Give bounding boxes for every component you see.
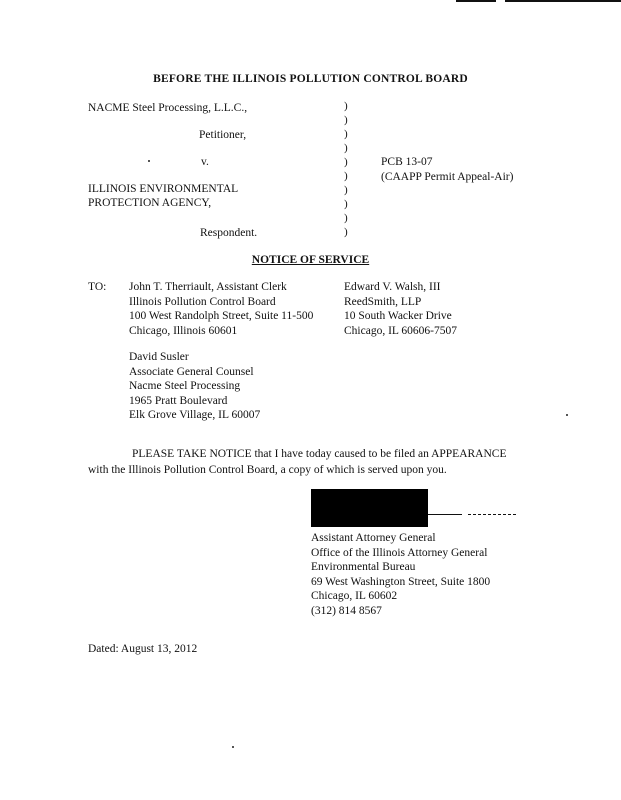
signature-line-text: (312) 814 8567 [311,604,382,617]
respondent-name-line1: ILLINOIS ENVIRONMENTAL [88,183,239,195]
caption-paren: ) [344,212,348,224]
caption-paren: ) [344,226,348,238]
caption-paren: ) [344,100,348,112]
petitioner-role: Petitioner, [199,129,247,141]
top-edge-mark-left [456,0,496,2]
scan-speck [232,746,234,748]
board-title: BEFORE THE ILLINOIS POLLUTION CONTROL BOARD [153,73,468,85]
versus-label: v. [201,156,209,168]
signature-line-text: Assistant Attorney General [311,532,436,544]
recipient-line: 10 South Wacker Drive [344,310,452,322]
recipient-block [129,350,260,423]
scan-speck [566,414,568,416]
recipient-block [129,280,313,338]
caption-paren: ) [344,198,348,210]
recipient-block [344,280,457,338]
recipient-line: Nacme Steel Processing [129,380,241,392]
caption-paren: ) [344,142,348,154]
recipient-line: David Susler [129,351,189,363]
recipient-line: Illinois Pollution Control Board [129,295,276,308]
petitioner-name: NACME Steel Processing, L.L.C., [88,102,248,114]
caption-paren: ) [344,184,348,196]
dated-line: Dated: August 13, 2012 [88,643,198,655]
to-label: TO: [88,281,107,293]
signature-redaction [311,489,428,527]
signature-line-text: Chicago, IL 60602 [311,590,398,602]
recipient-line: John T. Therriault, Assistant Clerk [129,281,287,293]
top-edge-mark-right [505,0,621,2]
scan-speck [148,160,150,162]
notice-body [88,446,528,478]
signature-block [311,531,490,618]
caption-paren: ) [344,156,348,168]
respondent-name-line2: PROTECTION AGENCY, [88,197,212,209]
caption-paren: ) [344,128,348,140]
signature-line-text: 69 West Washington Street, Suite 1800 [311,575,491,588]
signature-line-dashed [468,514,516,515]
case-type: (CAAPP Permit Appeal-Air) [381,171,514,183]
respondent-role: Respondent. [200,227,258,239]
signature-line-text: Office of the Illinois Attorney General [311,546,488,559]
recipient-line: Chicago, IL 60606-7507 [344,324,457,337]
notice-body-text: PLEASE TAKE NOTICE that I have today caused to be filed an APPEARANCE with the Illinois Pollution Control Board, a copy of which is served upon you. [88,448,507,476]
signature-line [428,514,462,515]
signature-line-text: Environmental Bureau [311,561,416,573]
recipient-line: 100 West Randolph Street, Suite 11-500 [129,310,314,322]
recipient-line: Edward V. Walsh, III [344,281,441,293]
recipient-line: Elk Grove Village, IL 60007 [129,409,261,421]
recipient-line: Associate General Counsel [129,365,254,378]
notice-heading: NOTICE OF SERVICE [251,254,370,266]
recipient-line: ReedSmith, LLP [344,295,422,308]
recipient-line: 1965 Pratt Boulevard [129,394,228,407]
case-number: PCB 13-07 [381,156,433,168]
recipient-line: Chicago, Illinois 60601 [129,324,238,337]
caption-paren: ) [344,170,348,182]
caption-paren: ) [344,114,348,126]
